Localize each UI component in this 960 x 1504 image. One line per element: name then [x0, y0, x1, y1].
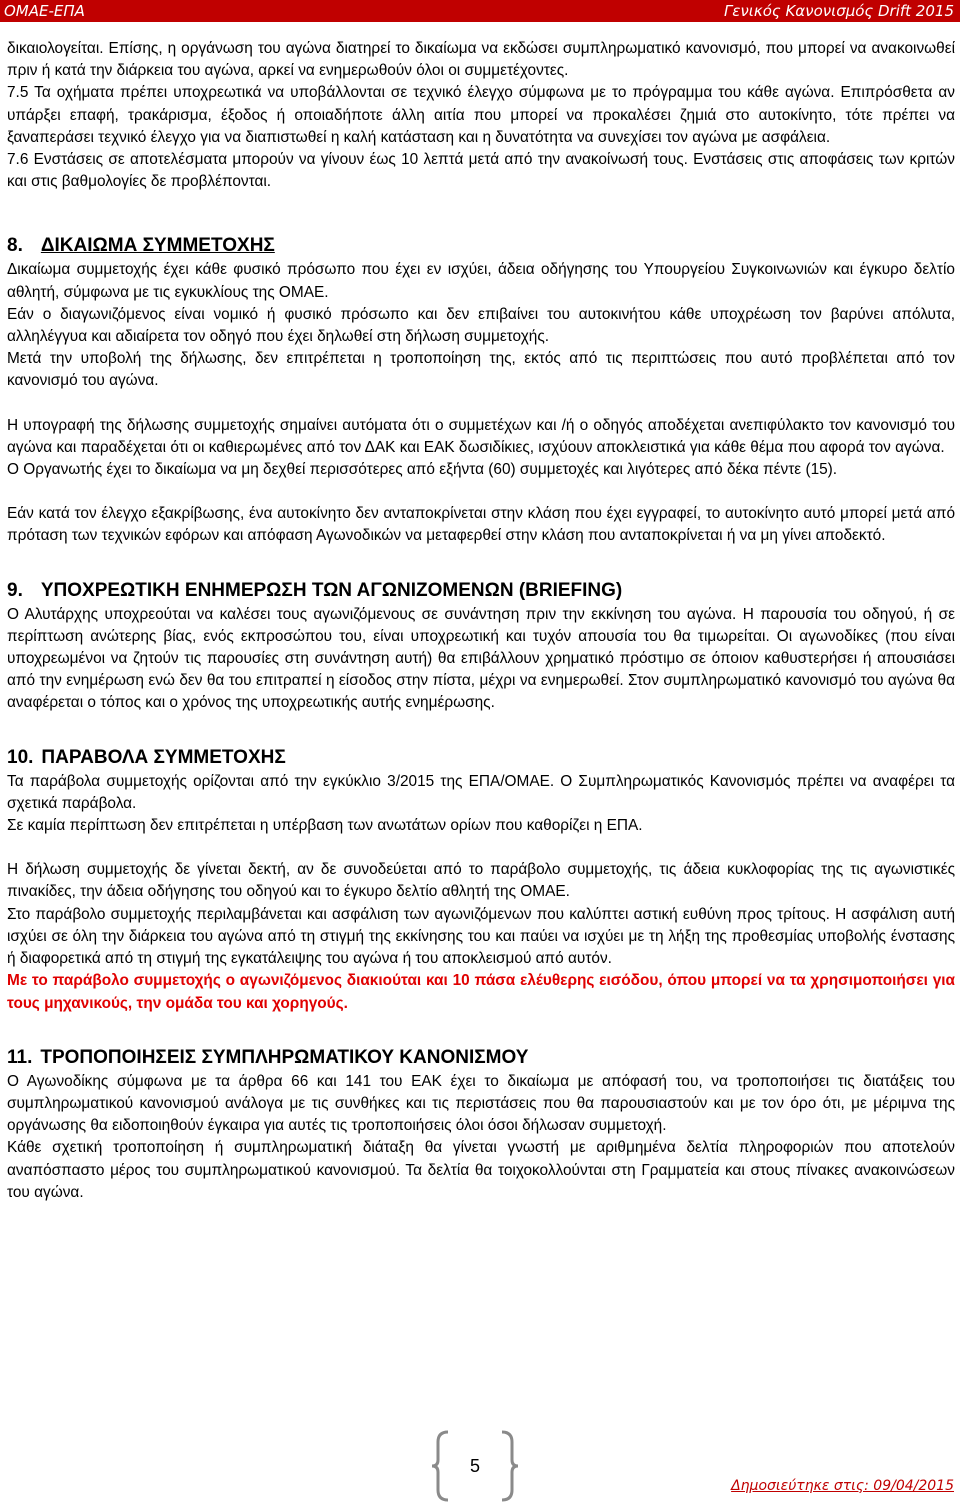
section-8-title: ΔΙΚΑΙΩΜΑ ΣΥΜΜΕΤΟΧΗΣ [40, 235, 275, 257]
page-footer [0, 1412, 960, 1504]
section-8-number: 8. [7, 235, 23, 257]
section-8-paragraph: Μετά την υποβολή της δήλωσης, δεν επιτρέπεται η τροποποίηση της, εκτός από τις περιπτώσεις που αυτό προβλέπεται από τον κανονισμό του αγώνα. [7, 350, 955, 390]
section-11-paragraph: Κάθε σχετική τροποποίηση ή συμπληρωματική διάταξη θα γίνεται γνωστή με αριθμημένα δελτία πληροφοριών που αποτελούν αναπόσπαστο μέρος του συμπληρωματικού κανονισμού. Τα δελτία θα τοιχοκολλούνται στη Γραμματεία και στους πίνακες ανακοινώσεων του αγώνα. [7, 1139, 955, 1201]
header-org: ΟΜΑΕ-ΕΠΑ [4, 2, 85, 20]
page-header [0, 0, 960, 22]
section-11-title: ΤΡΟΠΟΠΟΙΗΣΕΙΣ ΣΥΜΠΛΗΡΩΜΑΤΙΚΟΥ ΚΑΝΟΝΙΣΜΟΥ [40, 1046, 529, 1068]
section-9-number: 9. [7, 579, 23, 601]
section-10-paragraph: Στο παράβολο συμμετοχής περιλαμβάνεται και ασφάλιση των αγωνιζόμενων που καλύπτει αστική ευθύνη προς τρίτους. Η ασφάλιση αυτή ισχύει σε όλη την διάρκεια του αγώνα από τη στιγμή της εκκίνησης του και παύει να ισχύει με τη λήξη της προθεσμίας υποβολής ένστασης ή διαφορετικά από τη στιγμή της εγκατάλειψης του αγώνα ή του αποκλεισμού από αυτόν. [7, 905, 955, 968]
section-10-heading [7, 745, 955, 771]
section-10-paragraph: Σε καμία περίπτωση δεν επιτρέπεται η υπέρβαση των ανωτάτων ορίων που καθορίζει η ΕΠΑ. [7, 817, 643, 835]
section-11-paragraph: Ο Αγωνοδίκης σύμφωνα με τα άρθρα 66 και 141 του ΕΑΚ έχει το δικαίωμα με απόφασή του, να τροποποιήσει τις διατάξεις του συμπληρωματικού κανονισμού ανάλογα με τις συνθήκες και τις περιστάσεις που θα παρουσιαστούν και με τον όρο ότι, με μέριμνα της οργάνωσης θα ειδοποιηθούν έγκαιρα για αυτές τις τροποποιήσεις όλοι όσοι δήλωσαν συμμετοχή. [7, 1072, 955, 1135]
document-body [7, 38, 955, 1204]
page-number-box [430, 1430, 520, 1502]
section-8-paragraph: Ο Οργανωτής έχει το δικαίωμα να μη δεχθεί περισσότερες από εξήντα (60) συμμετοχές και λιγότερες από δέκα πέντε (15). [7, 461, 838, 479]
section-8-paragraph: Δικαίωμα συμμετοχής έχει κάθε φυσικό πρόσωπο που έχει εν ισχύει, άδεια οδήγησης του Υπουργείου Συγκοινωνιών και έγκυρο δελτίο αθλητή, σύμφωνα με τις εγκυκλίους της ΟΜΑΕ. [7, 261, 955, 301]
page-number: 5 [469, 1456, 480, 1476]
section-10-paragraph: Η δήλωση συμμετοχής δε γίνεται δεκτή, αν δε συνοδεύεται από το παράβολο συμμετοχής, τις άδεια κυκλοφορίας της τις αγωνιστικές πινακίδες, την άδεια οδήγησης του οδηγού και το έγκυρο δελτίο αθλητή της ΟΜΑΕ. [7, 861, 955, 901]
header-doc-title: Γενικός Κανονισμός Drift 2015 [723, 2, 954, 20]
paragraph-7-5: 7.5 Τα οχήματα πρέπει υποχρεωτικά να υποβάλλονται σε τεχνικό έλεγχο σύμφωνα με το πρόγραμμα του κάθε αγώνα. Επιπρόσθετα αν υπάρξει επαφή, τρακάρισμα, έξοδος ή οποιαδήποτε άλλη αιτία που μπορεί να προκαλέσει ζημιά στο αυτοκίνητο, τότε πρέπει να ξαναπεράσει τεχνικό έλεγχο για να διαπιστωθεί η καλή κατάσταση και η δυνατότητα να συνεχίσει τον αγώνα με ασφάλεια. [7, 84, 955, 146]
section-8-paragraph: Εάν ο διαγωνιζόμενος είναι νομικό ή φυσικό πρόσωπο και δεν επιβαίνει του αυτοκινήτου κάθε υποχρέωση τον βαρύνει απόλυτα, αλληλέγγυα και αδιαίρετα τον οδηγό που έχει δηλωθεί στη δήλωση συμμετοχής. [7, 305, 955, 346]
section-9-paragraph: Ο Αλυτάρχης υποχρεούται να καλέσει τους αγωνιζόμενους σε συνάντηση πριν την εκκίνηση του αγώνα. Η παρουσία του οδηγού, ή σε περίπτωση ανώτερης βίας, ενός εκπροσώπου του, είναι υποχρεωτική και τυχόν απουσία του θα τιμωρείται. Οι αγωνοδίκες (που είναι υποχρεωμένοι να ζητούν τις παρουσίες στη συνάντηση αυτή) θα επιβάλλουν χρηματικό πρόστιμο σε όποιον καθυστερήσει ή απουσιάσει από την ενημέρωση ενώ δεν θα του επιτραπεί η είσοδος στην πίστα, μέχρι να ενημερωθεί. Στον συμπληρωματικό κανονισμό του αγώνα θα αναφέρεται ο τόπος και ο χρόνος της υποχρεωτικής αυτής ενημέρωσης. [7, 605, 955, 712]
section-8-paragraph: Εάν κατά τον έλεγχο εξακρίβωσης, ένα αυτοκίνητο δεν ανταποκρίνεται στην κλάση που έχει εγγραφεί, το αυτοκίνητο αυτό μπορεί μετά από πρόταση των τεχνικών εφόρων και απόφαση Αγωνοδικών να μεταφερθεί στην κλάση που ανταποκρίνεται ή να μη γίνει αποδεκτό. [7, 505, 955, 545]
section-11-number: 11. [7, 1046, 33, 1068]
section-11-heading [7, 1045, 955, 1071]
section-8-paragraph: Η υπογραφή της δήλωσης συμμετοχής σημαίνει αυτόματα ότι ο συμμετέχων και /ή ο οδηγός αποδέχεται ανεπιφύλακτο τον κανονισμό του αγώνα και παραδέχεται ότι οι καθιερωμένες από τον ΔΑΚ και ΕΑΚ δωσιδίκιες, ισχύουν αποκλειστικά για κάθε θέμα που αφορά τον αγώνα. [7, 416, 955, 456]
section-9-title: ΥΠΟΧΡΕΩΤΙΚΗ ΕΝΗΜΕΡΩΣΗ ΤΩΝ ΑΓΩΝΙΖΟΜΕΝΩΝ (BRIEFING) [40, 579, 623, 601]
section-8-heading [7, 233, 955, 259]
section-10-highlight: Με το παράβολο συμμετοχής ο αγωνιζόμενος διακιούται και 10 πάσα ελέυθερης εισόδου, όπου μπορεί να τα χρησιμοποιήσει για τους μηχανικούς, την ομάδα του και χορηγούς. [7, 972, 955, 1012]
published-date: Δημοσιεύτηκε στις: 09/04/2015 [731, 1478, 954, 1494]
section-9-heading [7, 578, 955, 604]
section-10-number: 10. [7, 746, 34, 768]
section-10-paragraph: Τα παράβολα συμμετοχής ορίζονται από την εγκύκλιο 3/2015 της ΕΠΑ/ΟΜΑΕ. Ο Συμπληρωματικός Κανονισμός πρέπει να αναφέρει τα σχετικά παράβολα. [7, 772, 955, 812]
section-10-title: ΠΑΡΑΒΟΛΑ ΣΥΜΜΕΤΟΧΗΣ [41, 746, 286, 768]
paragraph-continuation: δικαιολογείται. Επίσης, η οργάνωση του αγώνα διατηρεί το δικαίωμα να εκδώσει συμπληρωματικό κανονισμό, που μπορεί να ανακοινωθεί πριν ή κατά την διάρκεια του αγώνα, αρκεί να ενημερωθούν όλοι οι συμμετέχοντες. [7, 40, 955, 80]
paragraph-7-6: 7.6 Ενστάσεις σε αποτελέσματα μπορούν να γίνουν έως 10 λεπτά μετά από την ανακοίνωσή τους. Ενστάσεις στις αποφάσεις των κριτών και στις βαθμολογίες δε προβλέπονται. [7, 151, 955, 191]
